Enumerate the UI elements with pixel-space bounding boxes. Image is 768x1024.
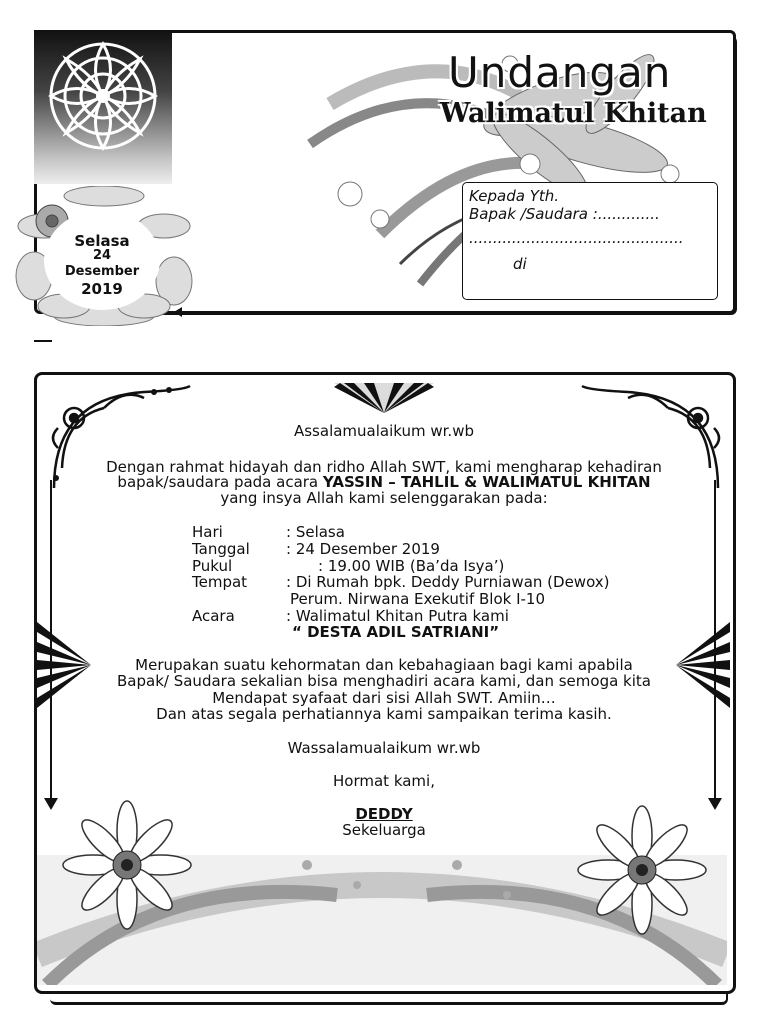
child-name: “ DESTA ADIL SATRIANI” bbox=[292, 623, 500, 641]
signer-name: DEDDY bbox=[355, 805, 413, 823]
address-line-4: di bbox=[513, 255, 527, 273]
detail-label-pukul: Pukul bbox=[192, 557, 233, 575]
date-circle bbox=[44, 210, 160, 310]
intro-line-3: yang insya Allah kami selenggarakan pada: bbox=[220, 489, 548, 507]
closing-line-2: Bapak/ Saudara sekalian bisa menghadiri acara kami, dan semoga kita bbox=[117, 672, 651, 690]
mandala-icon bbox=[38, 34, 168, 164]
intro-line-2-text: bapak/saudara pada acara bbox=[117, 473, 323, 491]
arrow-left-icon bbox=[174, 307, 198, 317]
address-line-2: Bapak /Saudara :............. bbox=[469, 205, 660, 223]
detail-value-hari: : Selasa bbox=[286, 523, 345, 541]
closing-line-3: Mendapat syafaat dari sisi Allah SWT. Amiin… bbox=[212, 689, 556, 707]
date-day: Selasa bbox=[74, 232, 130, 250]
mandala-ornament-block bbox=[34, 30, 172, 184]
farewell: Wassalamualaikum wr.wb bbox=[287, 739, 481, 757]
detail-value-tempat-2: Perum. Nirwana Exekutif Blok I-10 bbox=[290, 590, 546, 608]
closing-line-4: Dan atas segala perhatiannya kami sampaikan terima kasih. bbox=[156, 705, 612, 723]
divider-dash bbox=[34, 340, 52, 342]
arrow-down-left-icon bbox=[44, 480, 58, 810]
detail-value-tempat-1: : Di Rumah bpk. Deddy Purniawan (Dewox) bbox=[286, 573, 610, 591]
detail-value-pukul: : 19.00 WIB (Ba’da Isya’) bbox=[318, 557, 505, 575]
date-number: 24 bbox=[92, 248, 112, 263]
date-year: 2019 bbox=[81, 280, 123, 298]
signer-family: Sekeluarga bbox=[342, 821, 426, 839]
regards: Hormat kami, bbox=[333, 772, 435, 790]
arrow-down-right-icon bbox=[708, 480, 722, 810]
closing-line-1: Merupakan suatu kehormatan dan kebahagiaan bagi kami apabila bbox=[135, 656, 633, 674]
intro-line-1: Dengan rahmat hidayah dan ridho Allah SWT, kami mengharap kehadiran bbox=[106, 458, 662, 476]
recipient-address-box bbox=[462, 182, 718, 300]
greeting: Assalamualaikum wr.wb bbox=[293, 422, 474, 440]
address-line-1: Kepada Yth. bbox=[469, 187, 560, 205]
sunburst-ornament-top-icon bbox=[334, 383, 434, 415]
event-name: YASSIN – TAHLIL & WALIMATUL KHITAN bbox=[322, 473, 651, 491]
address-line-3: ............................................. bbox=[469, 229, 684, 247]
detail-value-acara: : Walimatul Khitan Putra kami bbox=[286, 607, 509, 625]
detail-value-tanggal: : 24 Desember 2019 bbox=[286, 540, 440, 558]
detail-label-hari: Hari bbox=[192, 523, 223, 541]
invitation-subtitle: Walimatul Khitan bbox=[440, 98, 707, 129]
detail-label-tanggal: Tanggal bbox=[192, 540, 250, 558]
date-month: Desember bbox=[64, 264, 140, 279]
detail-label-acara: Acara bbox=[192, 607, 235, 625]
detail-label-tempat: Tempat bbox=[192, 573, 248, 591]
invitation-title: Undangan bbox=[448, 48, 672, 97]
